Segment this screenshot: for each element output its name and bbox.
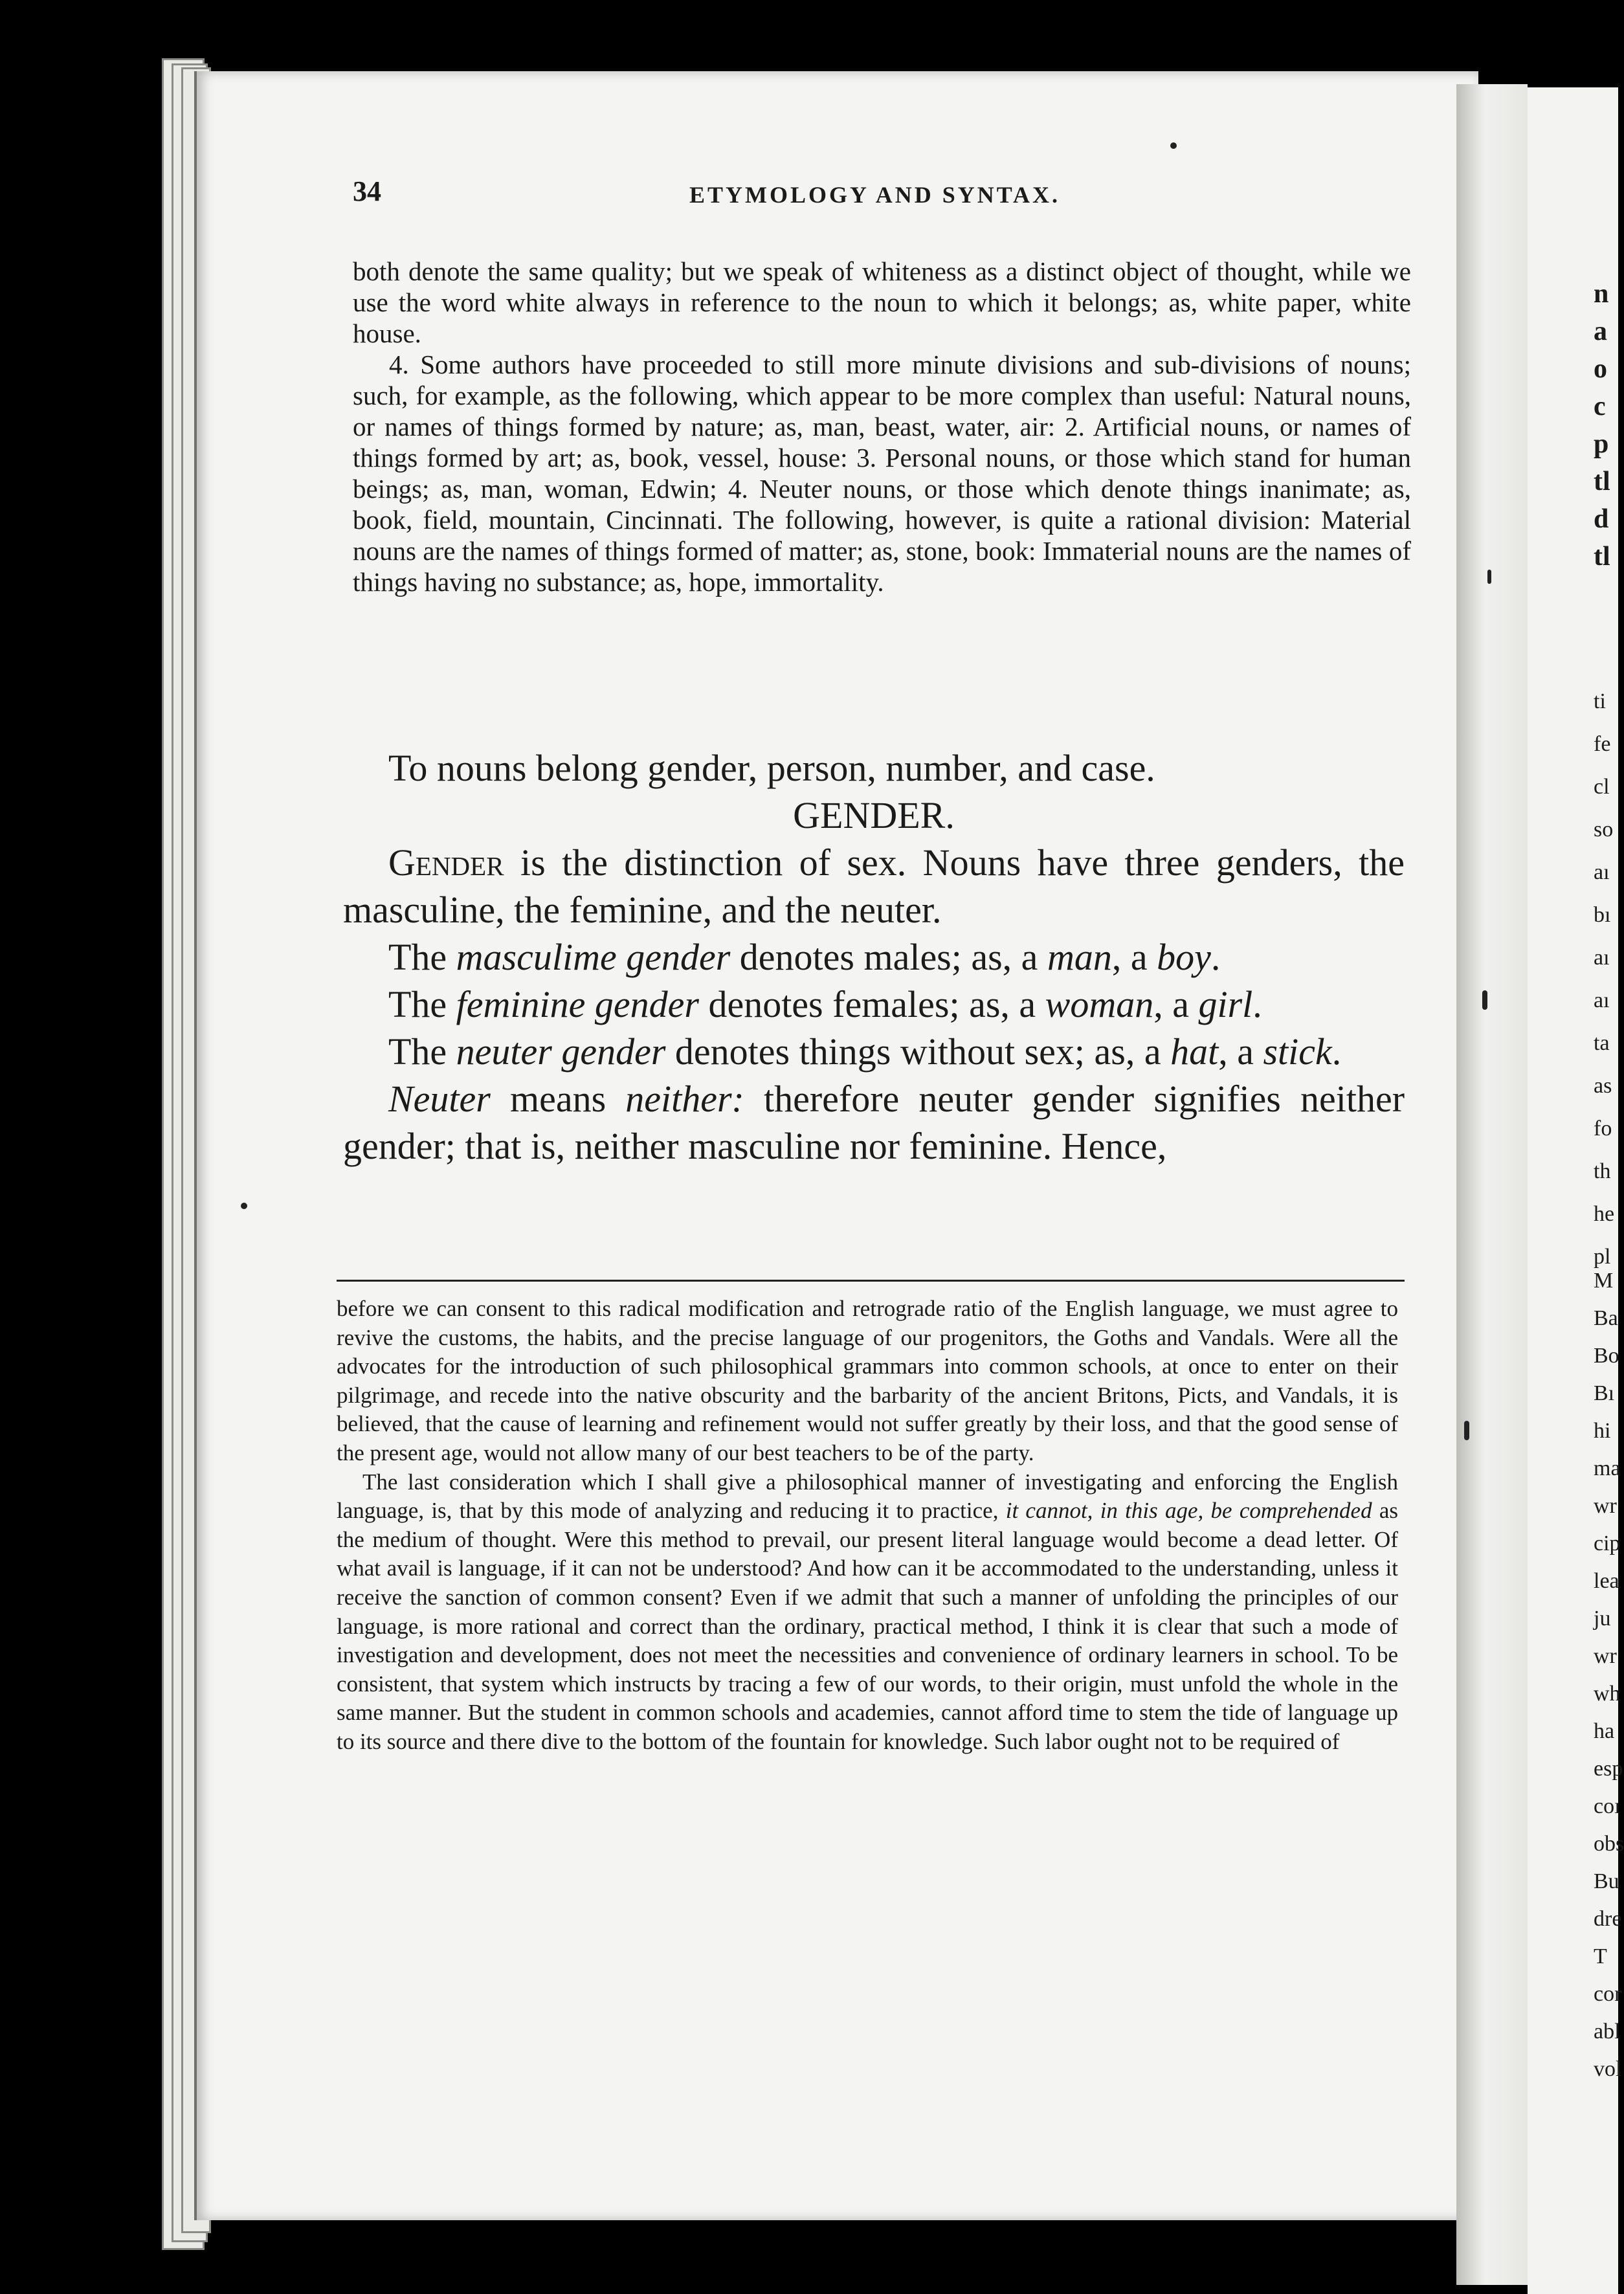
facing-page-fragment: lea (1594, 1569, 1619, 1593)
page-header (353, 175, 1414, 214)
page-number: 34 (353, 175, 381, 207)
facing-page-fragment: coı (1594, 1794, 1621, 1818)
facing-page-fragment: o (1594, 354, 1607, 384)
paragraph: both denote the same quality; but we speak of whiteness as a distinct object of thought, while we use the word white always in reference to the noun to which it belongs; as, white paper, white house. (353, 256, 1411, 348)
intro-line: To nouns belong gender, person, number, and case. (388, 747, 1155, 789)
facing-page-fragment: pl (1594, 1245, 1611, 1269)
footnote-rule (337, 1280, 1405, 1282)
facing-page-fragment: dre (1594, 1907, 1622, 1931)
facing-page-fragment: Bı (1594, 1381, 1615, 1405)
facing-page-fragment: ha (1594, 1719, 1615, 1743)
footnote-text (337, 1295, 1398, 1757)
paragraph: before we can consent to this radical modification and retrograde ratio of the English language, we must agree to revive the customs, the habits, and the precise language of our progenitors, the Goths and Vandals. Were all the advocates for the introduction of such philosophical grammars into common schools, at once to enter on their pilgrimage, and recede into the native obscurity and the barbarity of the ancient Britons, Picts, and Vandals, it is believed, that the cause of learning and refinement would not suffer greatly by their loss, and that the good sense of the present age, would not allow many of our best teachers to be of the party. (337, 1296, 1398, 1465)
facing-page-fragment: a (1594, 317, 1607, 346)
feminine-definition: The feminine gender denotes females; as, a woman, a girl. (388, 983, 1262, 1025)
facing-page-fragment: cor (1594, 1982, 1622, 2006)
facing-page-fragment: wh (1594, 1682, 1621, 1706)
facing-page-fragment: ta (1594, 1031, 1610, 1055)
facing-page-fragment: p (1594, 429, 1609, 459)
ink-speck (241, 1203, 247, 1209)
facing-page-fragment: so (1594, 818, 1614, 841)
facing-page-fragment: cl (1594, 775, 1610, 799)
facing-page-fragment: fe (1594, 732, 1611, 756)
facing-page-fragment: c (1594, 392, 1606, 421)
facing-page-fragment: esp (1594, 1757, 1623, 1781)
gender-definition: Gender is the distinction of sex. Nouns have three genders, the masculine, the feminine, and the neuter. (343, 841, 1405, 931)
facing-page-fragment: Bo (1594, 1344, 1619, 1368)
facing-page-fragment: d (1594, 504, 1609, 534)
gutter-mark (1482, 990, 1487, 1010)
facing-page-fragment: n (1594, 279, 1609, 309)
facing-page-fragment: fo (1594, 1117, 1612, 1141)
book-gutter (1456, 84, 1528, 2285)
neuter-explanation: Neuter means neither: therefore neuter gender signifies neither gender; that is, neither masculine nor feminine. Hence, (343, 1078, 1405, 1167)
facing-page-fragment: wr (1594, 1644, 1617, 1668)
section-heading: GENDER. (793, 794, 955, 836)
facing-page-fragment: ti (1594, 689, 1606, 713)
facing-page-fragment: bı (1594, 903, 1611, 927)
gutter-mark (1464, 1421, 1469, 1440)
facing-page-fragment: hi (1594, 1419, 1611, 1443)
facing-page-fragment: abl (1594, 2020, 1621, 2043)
term: Gender (388, 841, 504, 884)
paragraph: The last consideration which I shall give a philosophical manner of investigating and enforcing the English language, is, that by this mode of analyzing and reducing it to practice, it cannot, in this age, be comprehended as the medium of thought. Were this method to prevail, our present literal language would become a dead letter. Of what avail is language, if it can not be understood? And how can it be accommodated to the understanding, unless it receive the sanction of common consent? Even if we admit that such a manner of unfolding the principles of our language, is more rational and correct than the ordinary, practical method, I think it is clear that such a mode of investigation and development, does not meet the necessities and convenience of ordinary learners in school. To be consistent, that system which instructs by tracing a few of our words, to their origin, must unfold the whole in the same manner. But the student in common schools and academies, cannot afford time to stem the tide of language up to its source and there dive to the bottom of the fountain for knowledge. Such labor ought not to be required of (337, 1469, 1399, 1754)
facing-page-fragment: he (1594, 1202, 1615, 1226)
facing-page-fragment: ju (1594, 1607, 1611, 1631)
facing-page-fragment: th (1594, 1159, 1611, 1183)
ink-speck (1170, 142, 1177, 149)
paragraph: 4. Some authors have proceeded to still more minute divisions and sub-divisions of nouns; such, for example, as the following, which appear to be more complex than useful: Natural nouns, or names of things formed by nature; as, man, beast, water, air: 2. Artificial nouns, or names of things formed by art; as, book, vessel, house: 3. Personal nouns, or those which stand for human beings; as, man, woman, Edwin; 4. Neuter nouns, or those which denote things inanimate; as, book, field, mountain, Cincinnati. The following, however, is quite a rational division: Material nouns are the names of things formed of matter; as, stone, book: Immaterial nouns are the names of things having no substance; as, hope, immortality. (353, 350, 1411, 597)
facing-page-fragment: tl (1594, 542, 1610, 572)
facing-page-fragment: wr (1594, 1494, 1617, 1518)
facing-page-fragment: obs (1594, 1832, 1624, 1856)
neuter-definition: The neuter gender denotes things without sex; as, a hat, a stick. (388, 1030, 1342, 1073)
facing-page-fragment: tl (1594, 467, 1610, 496)
facing-page-fragment: aı (1594, 860, 1610, 884)
masculine-definition: The masculime gender denotes males; as, a man, a boy. (388, 936, 1221, 978)
gutter-mark (1487, 570, 1491, 584)
facing-page-fragment: vol (1594, 2057, 1622, 2081)
running-head: ETYMOLOGY AND SYNTAX. (689, 182, 1061, 208)
facing-page-fragment: ma (1594, 1456, 1621, 1480)
facing-page-fragment: as (1594, 1074, 1612, 1098)
facing-page-fragment: T (1594, 1944, 1607, 1968)
facing-page-fragment: aı (1594, 988, 1610, 1012)
facing-page-fragment: M (1594, 1269, 1614, 1293)
facing-page-fragment: Ba (1594, 1306, 1618, 1330)
facing-page-fragment: cip (1594, 1531, 1621, 1555)
main-text (343, 744, 1405, 1170)
facing-page-fragment: aı (1594, 946, 1610, 970)
upper-text (353, 256, 1411, 597)
facing-page-fragment: Bu (1594, 1869, 1619, 1893)
